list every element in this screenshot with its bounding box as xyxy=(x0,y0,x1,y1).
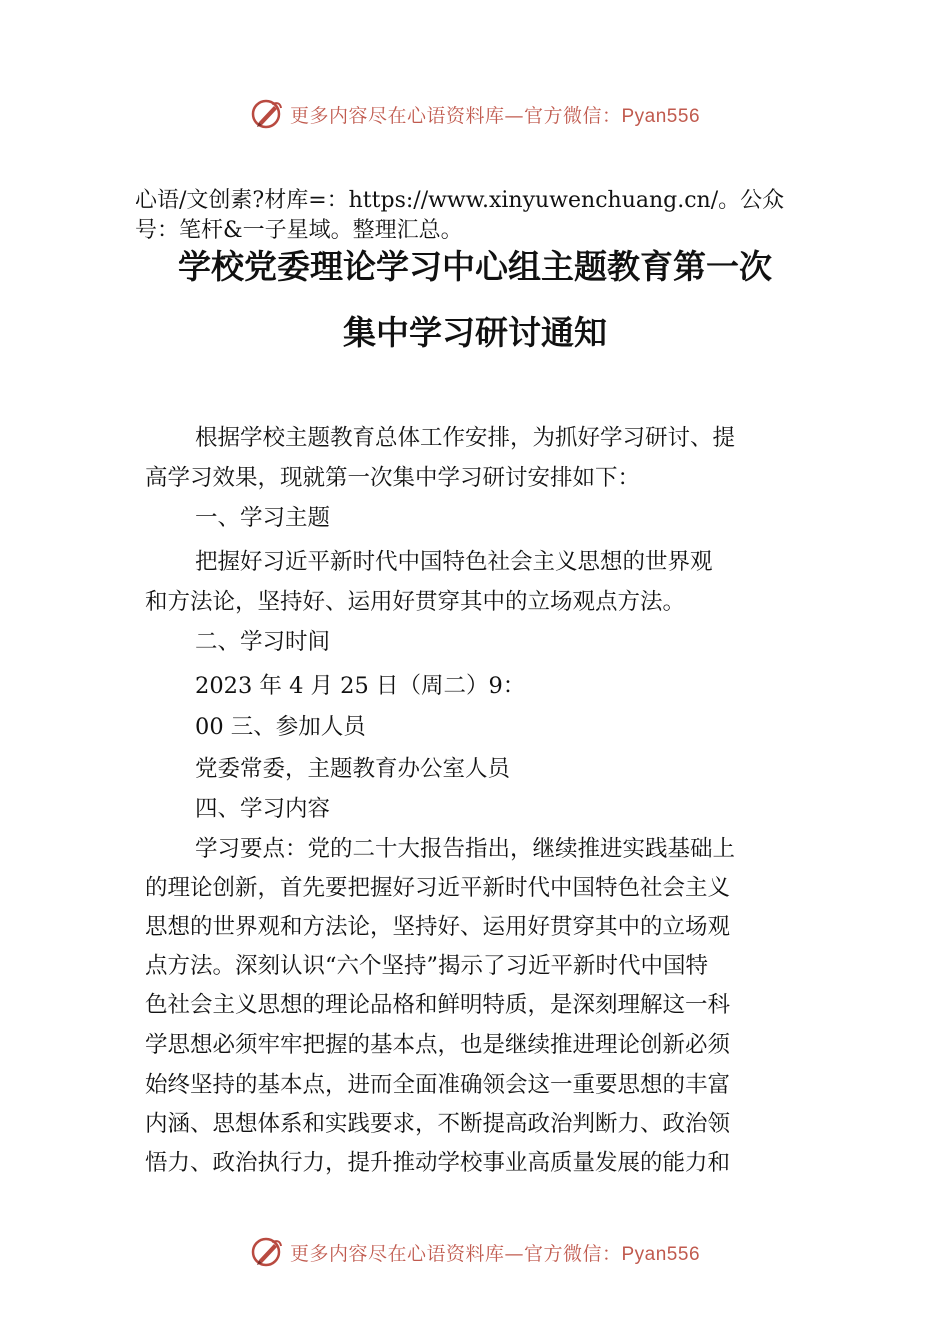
banner-text xyxy=(290,1239,700,1266)
banner-label: 更多内容尽在心语资料库—官方微信： xyxy=(289,1242,622,1265)
banner-text xyxy=(290,101,700,128)
content-line: 学习要点：党的二十大报告指出，继续推进实践基础上 xyxy=(195,836,736,862)
pen-logo-icon xyxy=(250,1235,284,1269)
content-line: 内涵、思想体系和实践要求，不断提高政治判断力、政治领 xyxy=(145,1111,731,1137)
time-line: 2023 年 4 月 25 日（周二）9： xyxy=(195,673,526,699)
content-line: 学思想必须牢牢把握的基本点，也是继续推进理论创新必须 xyxy=(145,1032,731,1058)
section1-heading: 一、学习主题 xyxy=(195,505,331,531)
document-title-line2: 集中学习研讨通知 xyxy=(343,313,607,352)
content-line: 色社会主义思想的理论品格和鲜明特质，是深刻理解这一科 xyxy=(145,992,731,1018)
section1-line1: 把握好习近平新时代中国特色社会主义思想的世界观 xyxy=(195,549,713,575)
pen-logo-icon xyxy=(250,97,284,131)
header-banner xyxy=(0,94,950,134)
source-line: 心语/文创素?材库=：https://www.xinyuwenchuang.cn/。公众号：笔杆&一子星域。整理汇总。 xyxy=(135,188,785,243)
intro-paragraph-line1: 根据学校主题教育总体工作安排，为抓好学习研讨、提 xyxy=(195,425,736,451)
content-line: 始终坚持的基本点，进而全面准确领会这一重要思想的丰富 xyxy=(145,1072,731,1098)
content-line: 思想的世界观和方法论，坚持好、运用好贯穿其中的立场观 xyxy=(145,914,731,940)
intro-paragraph-line2: 高学习效果，现就第一次集中学习研讨安排如下： xyxy=(145,465,641,491)
section2-heading: 二、学习时间 xyxy=(195,629,331,655)
wechat-id: Pyan556 xyxy=(621,1243,701,1265)
section1-line2: 和方法论，坚持好、运用好贯穿其中的立场观点方法。 xyxy=(145,589,686,615)
wechat-id: Pyan556 xyxy=(621,105,701,127)
section4-heading: 四、学习内容 xyxy=(195,796,331,822)
banner-label: 更多内容尽在心语资料库—官方微信： xyxy=(289,104,622,127)
footer-banner xyxy=(0,1232,950,1272)
content-line: 的理论创新，首先要把握好习近平新时代中国特色社会主义 xyxy=(145,875,731,901)
content-line: 悟力、政治执行力，提升推动学校事业高质量发展的能力和 xyxy=(145,1150,731,1176)
content-line: 点方法。深刻认识“六个坚持”揭示了习近平新时代中国特 xyxy=(145,953,709,979)
participants: 党委常委，主题教育办公室人员 xyxy=(195,756,511,782)
section3-heading: 00 三、参加人员 xyxy=(195,714,366,740)
document-title-line1: 学校党委理论学习中心组主题教育第一次 xyxy=(178,247,772,286)
